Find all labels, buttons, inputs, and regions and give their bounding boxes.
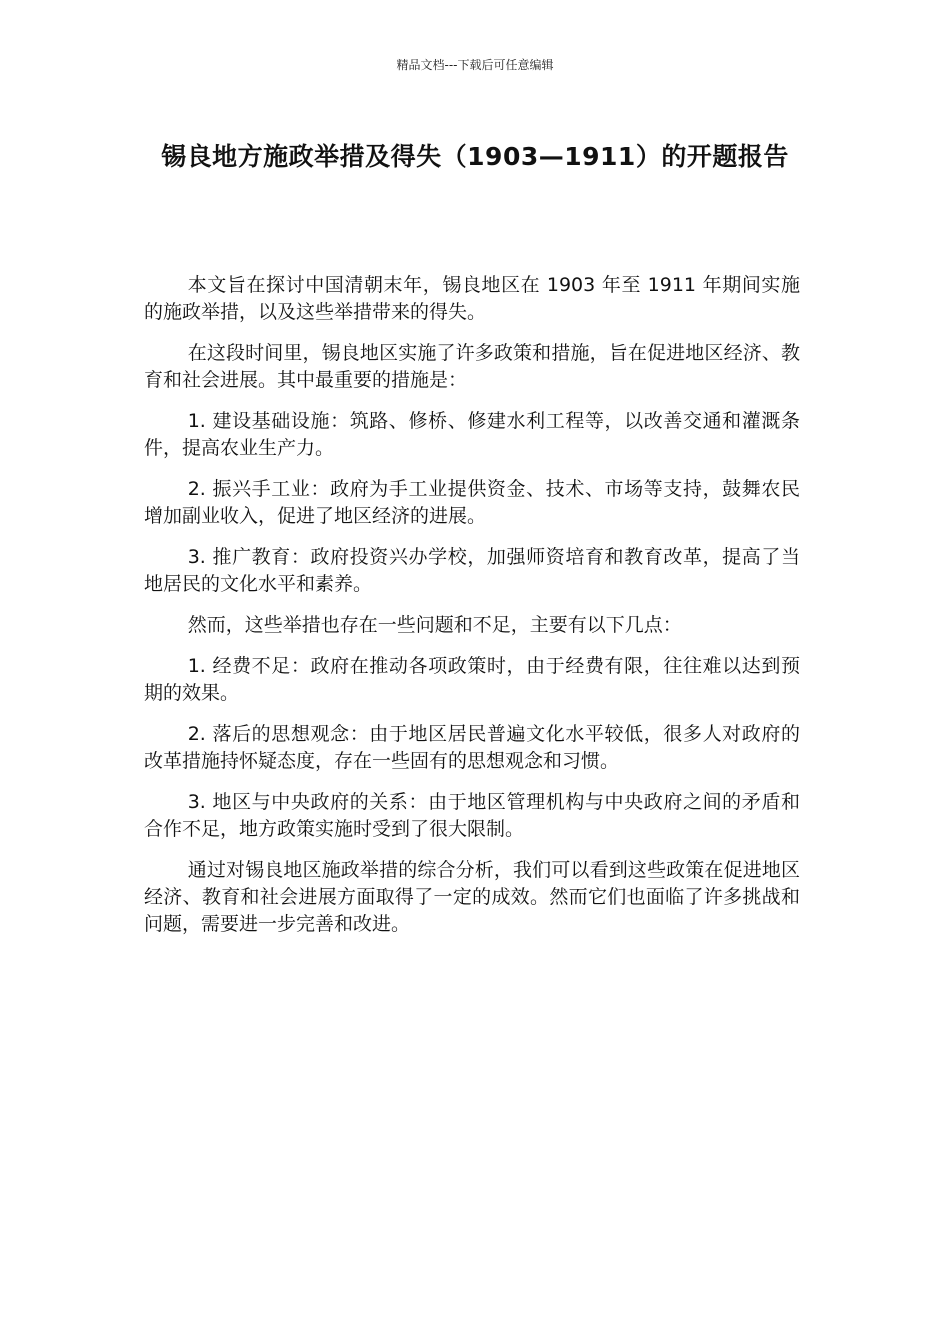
- paragraph-conclusion: 通过对锡良地区施政举措的综合分析，我们可以看到这些政策在促进地区经济、教育和社会进展方面取得了一定的成效。然而它们也面临了许多挑战和问题，需要进一步完善和改进。: [144, 859, 800, 935]
- paragraph-problems-intro: 然而，这些举措也存在一些问题和不足，主要有以下几点：: [187, 614, 682, 636]
- paragraph-measure-infrastructure: 1. 建设基础设施：筑路、修桥、修建水利工程等，以改善交通和灌溉条件，提高农业生产力。: [144, 410, 800, 459]
- paragraph-measure-education: 3. 推广教育：政府投资兴办学校，加强师资培育和教育改革，提高了当地居民的文化水平和素养。: [144, 546, 800, 595]
- paragraph-measure-handicraft: 2. 振兴手工业：政府为手工业提供资金、技术、市场等支持，鼓舞农民增加副业收入，促进了地区经济的进展。: [144, 478, 800, 527]
- paragraph-measures-intro: 在这段时间里，锡良地区实施了许多政策和措施，旨在促进地区经济、教育和社会进展。其中最重要的措施是：: [144, 342, 800, 391]
- paragraph-intro: 本文旨在探讨中国清朝末年，锡良地区在 1903 年至 1911 年期间实施的施政举措，以及这些举措带来的得失。: [144, 274, 800, 323]
- document-body: [144, 272, 800, 952]
- document-title: 锡良地方施政举措及得失（1903—1911）的开题报告: [161, 142, 789, 171]
- header-note: 精品文档---下载后可任意编辑: [396, 58, 554, 72]
- paragraph-problem-mindset: 2. 落后的思想观念：由于地区居民普遍文化水平较低，很多人对政府的改革措施持怀疑态度，存在一些固有的思想观念和习惯。: [144, 723, 800, 772]
- paragraph-problem-funding: 1. 经费不足：政府在推动各项政策时，由于经费有限，往往难以达到预期的效果。: [144, 655, 800, 704]
- paragraph-problem-central-relations: 3. 地区与中央政府的关系：由于地区管理机构与中央政府之间的矛盾和合作不足，地方政策实施时受到了很大限制。: [144, 791, 800, 840]
